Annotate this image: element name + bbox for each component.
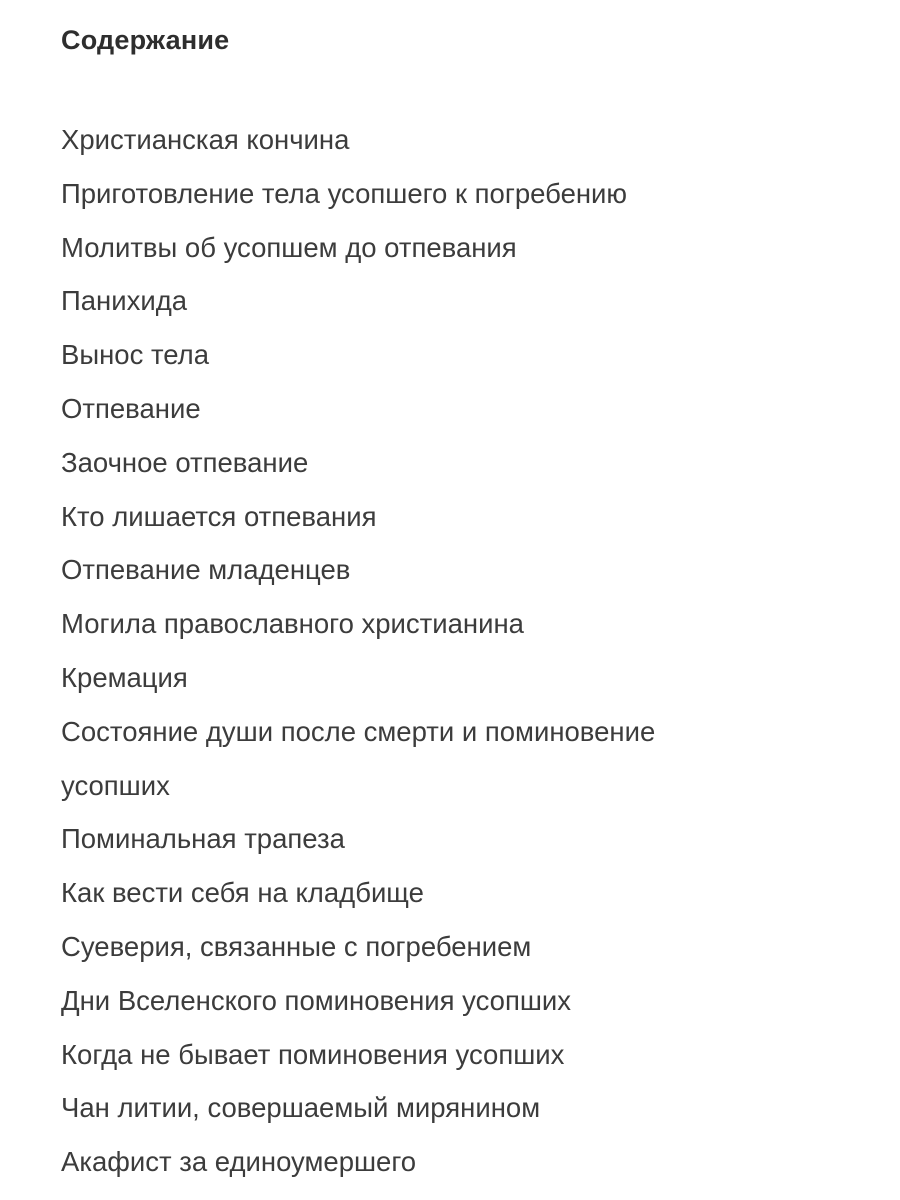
toc-item-litia-by-layman[interactable]	[61, 1081, 761, 1135]
toc-item-label: Суеверия, связанные с погребением	[61, 930, 532, 962]
toc-item-memorial-meal[interactable]	[61, 812, 761, 866]
toc-item-label: Христианская кончина	[61, 124, 350, 155]
toc-item-denied-funeral[interactable]	[61, 490, 761, 544]
toc-item-label: Как вести себя на кладбище	[61, 877, 424, 909]
toc-item-label: Молитвы об усопшем до отпевания	[61, 231, 517, 263]
toc-item-infant-funeral[interactable]	[61, 543, 761, 597]
toc-item-label: Акафист за единоумершего	[61, 1146, 417, 1178]
toc-item-funeral-service[interactable]	[61, 382, 761, 436]
table-of-contents	[61, 20, 841, 1178]
toc-item-cremation[interactable]	[61, 651, 761, 705]
toc-item-label: Поминальная трапеза	[61, 823, 345, 855]
toc-item-label: Чан литии, совершаемый мирянином	[61, 1092, 541, 1124]
toc-item-label: Заочное отпевание	[61, 446, 309, 478]
toc-title: Содержание	[61, 25, 230, 55]
toc-item-absentee-funeral[interactable]	[61, 436, 761, 490]
toc-item-label: Панихида	[61, 285, 188, 317]
toc-item-superstitions[interactable]	[61, 920, 761, 974]
toc-item-label: Вынос тела	[61, 339, 209, 371]
toc-item-soul-after-death[interactable]	[61, 705, 761, 813]
toc-item-label: Могила православного христианина	[61, 608, 524, 640]
toc-item-panikhida[interactable]	[61, 274, 761, 328]
toc-item-prayers-before-funeral[interactable]	[61, 221, 761, 275]
toc-item-akathist[interactable]	[61, 1135, 761, 1189]
toc-item-label: Отпевание младенцев	[61, 554, 351, 586]
toc-item-body-preparation[interactable]	[61, 167, 761, 221]
toc-item-no-commemoration[interactable]	[61, 1028, 761, 1082]
toc-list	[61, 113, 761, 1189]
toc-item-christian-death[interactable]	[61, 113, 761, 167]
toc-item-label: Кто лишается отпевания	[61, 500, 377, 532]
toc-item-cemetery-behavior[interactable]	[61, 866, 761, 920]
toc-item-orthodox-grave[interactable]	[61, 597, 761, 651]
toc-item-label: Кремация	[61, 661, 188, 693]
toc-item-universal-commemoration[interactable]	[61, 974, 761, 1028]
toc-item-label: Отпевание	[61, 392, 201, 424]
toc-item-label: Состояние души после смерти и поминовение усопших	[61, 715, 656, 801]
toc-item-label: Когда не бывает поминовения усопших	[61, 1038, 565, 1070]
toc-item-label: Дни Вселенского поминовения усопших	[61, 984, 572, 1016]
toc-item-label: Приготовление тела усопшего к погребению	[61, 177, 628, 209]
toc-item-carrying-out[interactable]	[61, 328, 761, 382]
